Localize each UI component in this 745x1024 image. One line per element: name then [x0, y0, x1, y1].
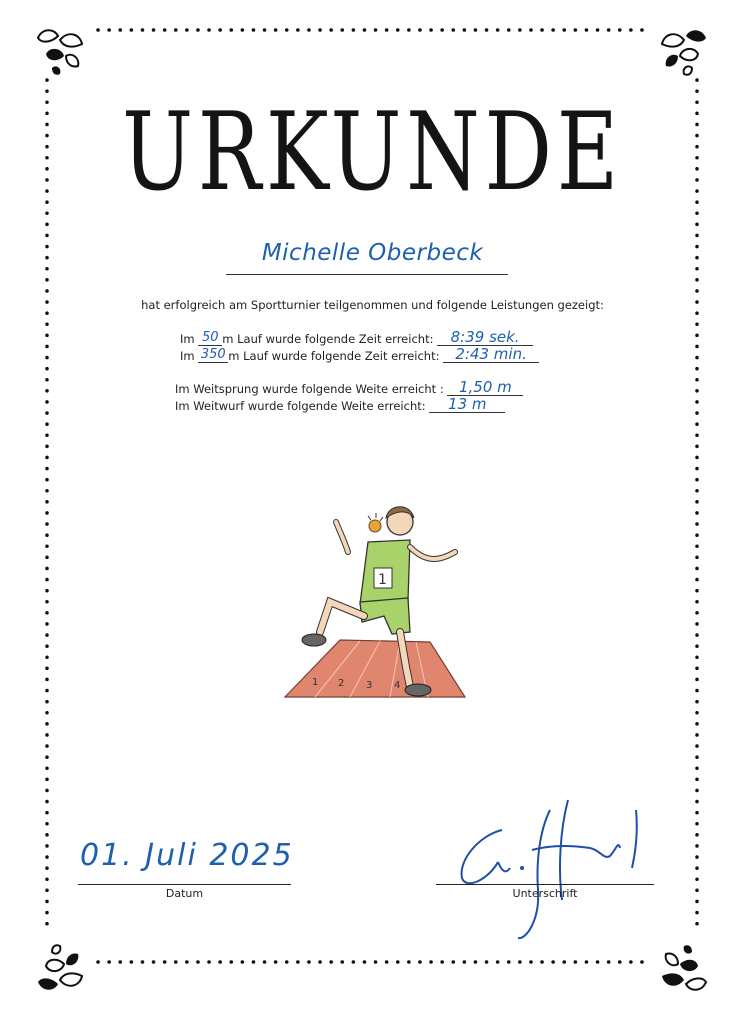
leaf-ornament-icon: [32, 24, 90, 82]
date-line: [78, 884, 291, 885]
runner-illustration: [260, 492, 475, 707]
track-number-2: 2: [338, 678, 345, 689]
time-value: 8:39 sek.: [437, 330, 533, 346]
result-row-50m: Im 50 m Lauf wurde folgende Zeit erreicht: 8:39 sek.: [180, 330, 533, 346]
running-track: [285, 640, 465, 697]
distance-value: 50: [198, 330, 222, 346]
date-value: 01. Juli 2025: [80, 838, 294, 873]
result-row-350m: Im 350 m Lauf wurde folgende Zeit erreicht: 2:43 min.: [180, 347, 539, 363]
distance-value: 1,50 m: [447, 380, 523, 396]
intro-text: hat erfolgreich am Sportturnier teilgenommen und folgende Leistungen gezeigt:: [141, 298, 604, 312]
result-row-long-jump: Im Weitsprung wurde folgende Weite erreicht : 1,50 m: [175, 380, 523, 396]
track-number-1: 1: [312, 677, 319, 688]
ball-icon: [369, 520, 381, 532]
track-number-4: 4: [394, 680, 401, 691]
distance-value: 13 m: [429, 397, 505, 413]
leaf-ornament-icon: [654, 24, 712, 82]
leaf-ornament-icon: [32, 938, 90, 996]
result-row-throw: Im Weitwurf wurde folgende Weite erreicht: 13 m: [175, 397, 505, 413]
date-label: Datum: [165, 887, 204, 900]
certificate-title: URKUNDE: [122, 90, 623, 215]
signature-line: [436, 884, 654, 885]
time-value: 2:43 min.: [443, 347, 539, 363]
bib-number: 1: [378, 572, 387, 588]
track-number-3: 3: [366, 680, 373, 691]
handwritten-signature: [440, 790, 670, 950]
signature-label: Unterschrift: [512, 887, 578, 900]
distance-value: 350: [198, 347, 228, 363]
name-underline: [226, 274, 508, 275]
recipient-name: Michelle Oberbeck: [261, 240, 484, 266]
